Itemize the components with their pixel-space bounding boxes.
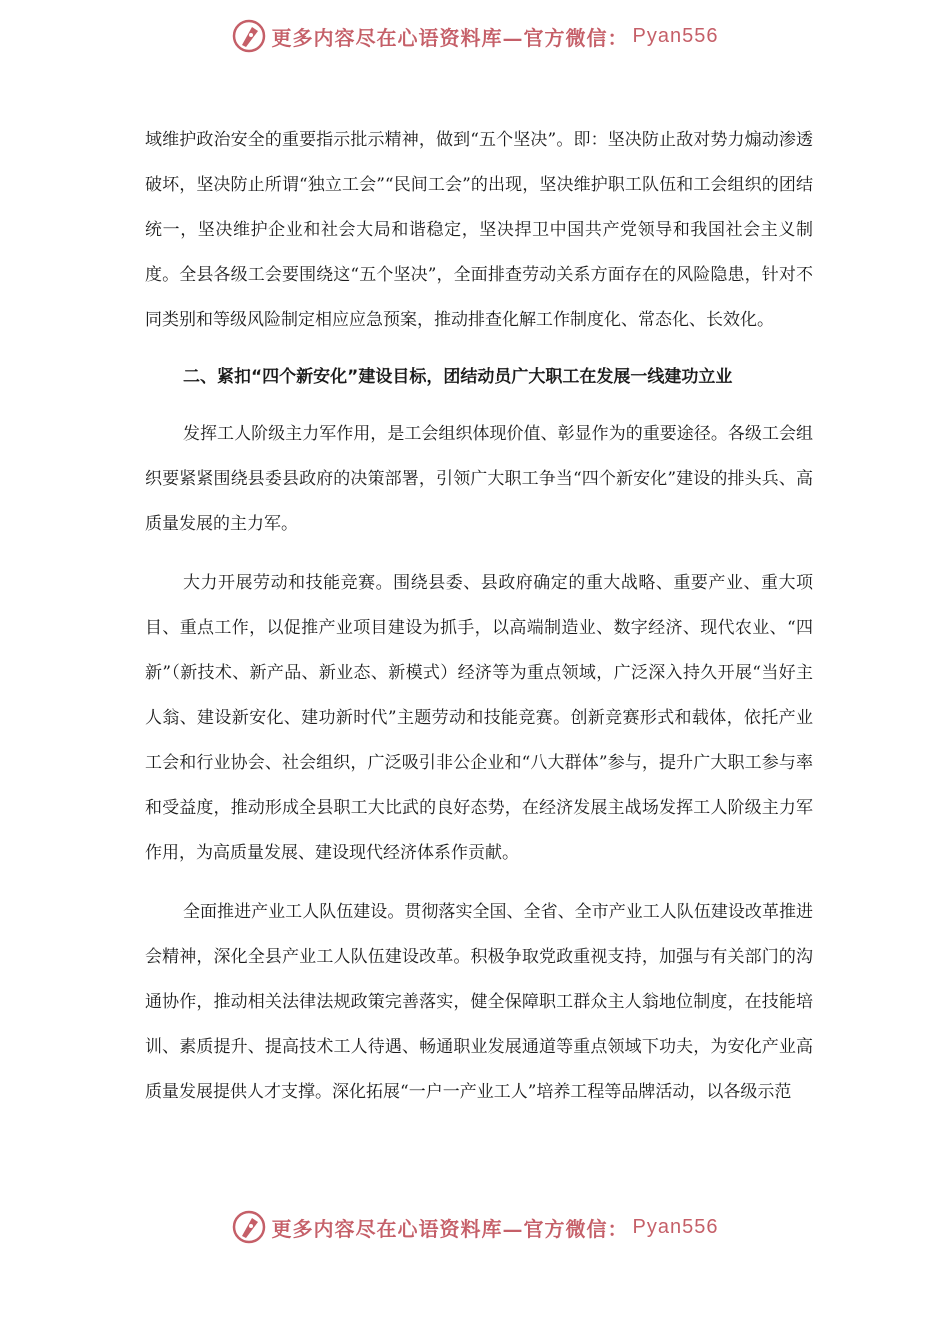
- pen-nib-logo-icon: [232, 19, 266, 53]
- watermark-wechat-id: Pyan556: [632, 1215, 719, 1238]
- paragraph-political-security: 域维护政治安全的重要指示批示精神，做到“五个坚决”。即：坚决防止敌对势力煽动渗透破坏，坚决防止所谓“独立工会”“民间工会”的出现，坚决维护职工队伍和工会组织的团结统一，坚决维护企业和社会大局和谐稳定，坚决捍卫中国共产党领导和我国社会主义制度。全县各级工会要围绕这“五个坚决”，全面排查劳动关系方面存在的风险隐患，针对不同类别和等级风险制定相应应急预案，推动排查化解工作制度化、常态化、长效化。: [145, 130, 813, 330]
- paragraph-industrial-workers: 全面推进产业工人队伍建设。贯彻落实全国、全省、全市产业工人队伍建设改革推进会精神，深化全县产业工人队伍建设改革。积极争取党政重视支持，加强与有关部门的沟通协作，推动相关法律法规政策完善落实，健全保障职工群众主人翁地位制度，在技能培训、素质提升、提高技术工人待遇、畅通职业发展通道等重点领域下功夫，为安化产业高质量发展提供人才支撑。深化拓展“一户一产业工人”培养工程等品牌活动，以各级示范: [145, 902, 813, 1102]
- pen-nib-logo-icon: [232, 1210, 266, 1244]
- paragraph-labor-competition: 大力开展劳动和技能竞赛。围绕县委、县政府确定的重大战略、重要产业、重大项目、重点工作，以促推产业项目建设为抓手，以高端制造业、数字经济、现代农业、“四新”（新技术、新产品、新业态、新模式）经济等为重点领域，广泛深入持久开展“当好主人翁、建设新安化、建功新时代”主题劳动和技能竞赛。创新竞赛形式和载体，依托产业工会和行业协会、社会组织，广泛吸引非公企业和“八大群体”参与，提升广大职工参与率和受益度，推动形成全县职工大比武的良好态势，在经济发展主战场发挥工人阶级主力军作用，为高质量发展、建设现代经济体系作贡献。: [145, 573, 813, 863]
- watermark-text: 更多内容尽在心语资料库—官方微信：: [271, 1216, 629, 1241]
- header-watermark: [0, 16, 950, 56]
- paragraph-main-force: 发挥工人阶级主力军作用，是工会组织体现价值、彰显作为的重要途径。各级工会组织要紧紧围绕县委县政府的决策部署，引领广大职工争当“四个新安化”建设的排头兵、高质量发展的主力军。: [145, 424, 813, 534]
- watermark-wechat-id: Pyan556: [632, 24, 719, 47]
- section-heading-two: 二、紧扣“四个新安化”建设目标，团结动员广大职工在发展一线建功立业: [183, 367, 733, 387]
- document-body: [145, 118, 813, 1115]
- footer-watermark: [0, 1207, 950, 1247]
- watermark-text: 更多内容尽在心语资料库—官方微信：: [271, 25, 629, 50]
